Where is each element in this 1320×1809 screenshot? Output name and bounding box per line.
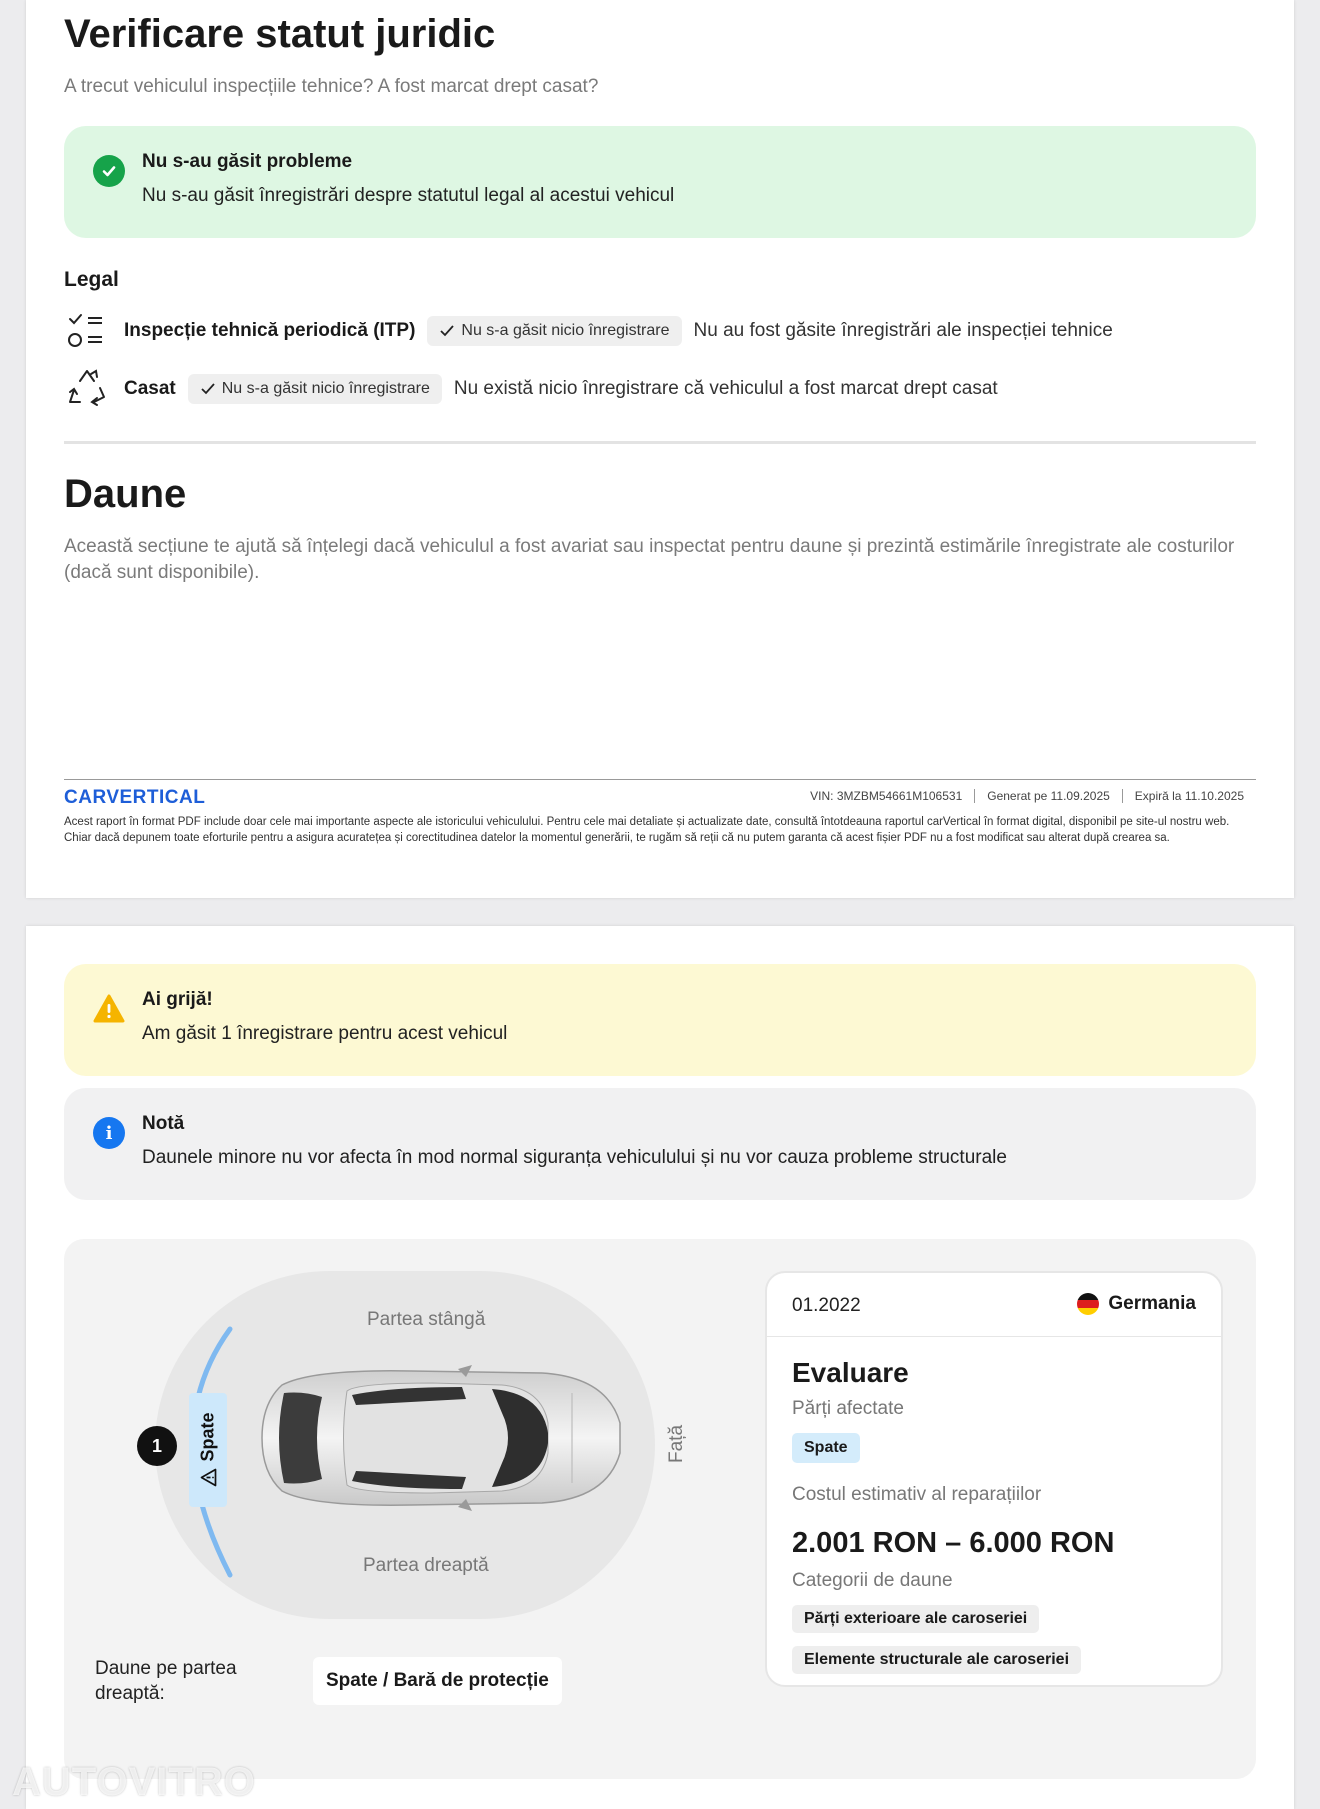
rear-zone-tag [189,1393,227,1507]
cost-label: Costul estimativ al reparațiilor [792,1484,1042,1505]
scrapped-desc: Nu există nicio înregistrare că vehiculul a fost marcat drept casat [453,378,998,399]
footer-divider [64,779,1256,780]
alert-title: Nu s-au găsit probleme [142,151,353,172]
legal-title: Verificare statut juridic [64,12,496,56]
rear-zone-label: Spate [197,1412,218,1462]
footer-disclaimer: Acest raport în format PDF include doar cele mai importante aspecte ale istoricului vehiculului. Pentru cele mai detaliate și actualizate date, consultă întotdeauna raportul carVertical în format digital, disponibil pe site-ul nostru web. Chiar dacă depunem toate eforturile pentru a asigura acuratețea și corectitudinea datelor la momentul generării, te rugăm să reții că nu putem garanta că acest fișier PDF nu a fost modificat sau alterat după crearea sa. [64,816,1230,844]
scrapped-badge-text: Nu s-a găsit nicio înregistrare [221,380,430,397]
card-header [767,1273,1221,1337]
warning-icon [93,993,125,1025]
record-type: Evaluare [792,1357,909,1388]
left-side-label: Partea stângă [367,1309,486,1330]
itp-desc: Nu au fost găsite înregistrări ale inspecției tehnice [693,320,1113,341]
checklist-icon [64,308,110,354]
country-name: Germania [1108,1293,1196,1314]
report-page-1 [26,0,1294,898]
parts-label: Părți afectate [792,1398,904,1419]
report-page-2 [26,926,1294,1809]
front-label: Față [666,1424,687,1463]
cost-value: 2.001 RON – 6.000 RON [792,1527,1115,1559]
category-chip: Elemente structurale ale caroseriei [792,1646,1081,1674]
watermark: AUTOVITRO [12,1760,256,1804]
itp-label: Inspecție tehnică periodică (ITP) [124,320,416,341]
damage-title: Daune [64,472,187,516]
warning-text: Am găsit 1 înregistrare pentru acest vehicul [142,1023,508,1044]
itp-row [64,313,1113,349]
right-side-label: Partea dreaptă [363,1555,489,1576]
germany-flag-icon [1077,1293,1099,1315]
scrapped-status-badge [188,374,442,404]
damage-side-value: Spate / Bară de protecție [313,1657,562,1705]
damage-side-label: Daune pe partea dreaptă: [95,1658,237,1704]
alert-text: Nu s-au găsit înregistrări despre statutul legal al acestui vehicul [142,185,675,206]
vin: VIN: 3MZBM54661M106531 [810,789,963,803]
category-chip: Părți exterioare ale caroseriei [792,1605,1039,1633]
section-divider [64,441,1256,444]
scrapped-label: Casat [124,378,176,399]
expiry-date: Expiră la 11.10.2025 [1122,789,1256,803]
part-chip: Spate [792,1433,860,1463]
warning-triangle-icon [199,1468,217,1488]
legal-subtitle: A trecut vehiculul inspecțiile tehnice? A fost marcat drept casat? [64,76,599,97]
check-icon [200,382,216,396]
legal-section-heading: Legal [64,268,119,291]
carvertical-logo: CARVERTICAL [64,787,206,808]
check-icon [439,324,455,338]
record-date: 01.2022 [792,1295,861,1316]
generated-date: Generat pe 11.09.2025 [974,789,1122,803]
info-icon: i [93,1117,125,1149]
scrapped-row [64,371,998,407]
record-country [1077,1293,1196,1315]
itp-badge-text: Nu s-a găsit nicio înregistrare [461,322,670,339]
warning-alert [64,964,1256,1076]
categories-label: Categorii de daune [792,1570,953,1591]
note-title: Notă [142,1113,185,1134]
damage-marker[interactable]: 1 [137,1426,177,1466]
warning-title: Ai grijă! [142,989,213,1010]
car-top-view-image [252,1363,628,1513]
report-meta [798,789,1256,803]
check-circle-icon [93,155,125,187]
itp-status-badge [427,316,681,346]
damage-description: Această secțiune te ajută să înțelegi dacă vehiculul a fost avariat sau inspectat pentru daune și prezintă estimările înregistrate ale costurilor (dacă sunt disponibile). [64,536,1235,583]
note-text: Daunele minore nu vor afecta în mod normal siguranța vehiculului și nu vor cauza probleme structurale [142,1147,1007,1168]
damage-record-card [765,1271,1223,1687]
note-alert [64,1088,1256,1200]
recycle-icon [64,366,110,412]
no-problems-alert [64,126,1256,238]
